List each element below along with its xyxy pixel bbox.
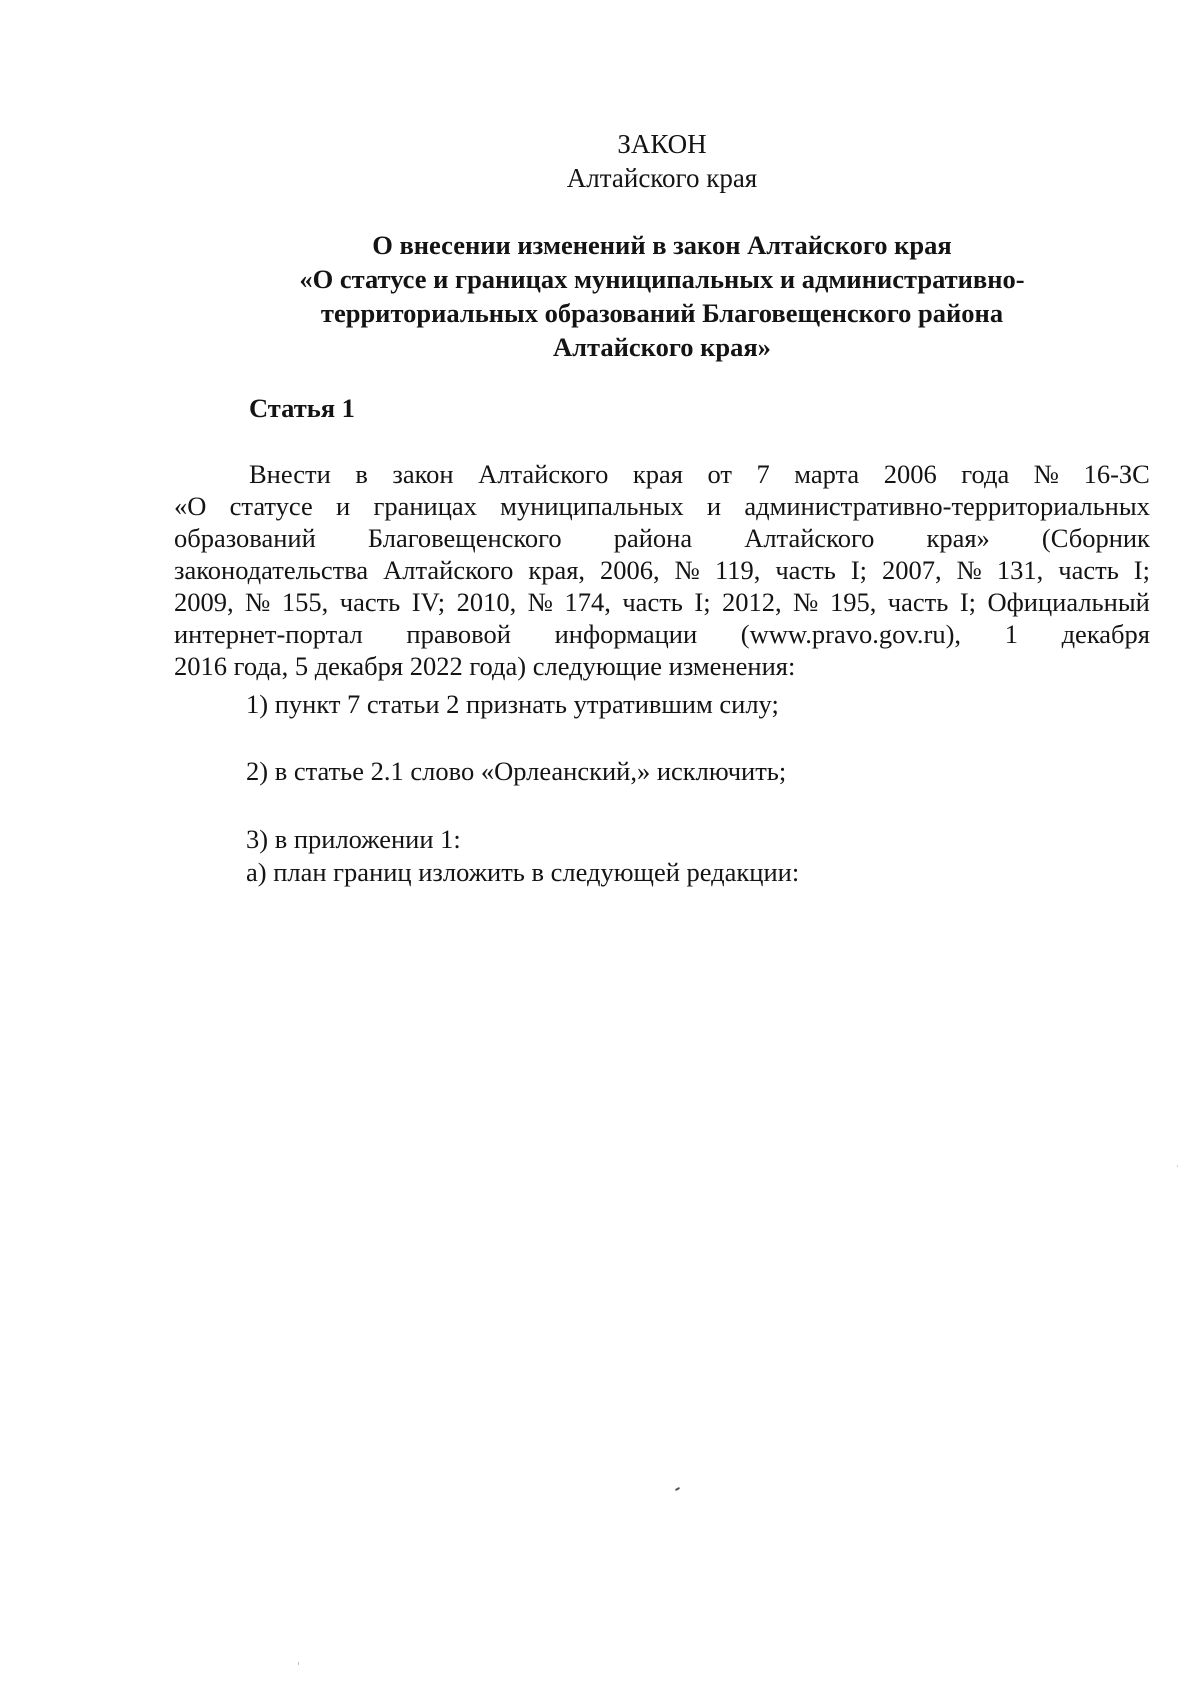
region-label: Алтайского края bbox=[566, 163, 758, 193]
paragraph-line bbox=[174, 586, 1150, 618]
paragraph-word: № bbox=[527, 587, 554, 617]
paragraph-word: 155, bbox=[281, 587, 329, 617]
article-heading: Статья 1 bbox=[249, 393, 355, 423]
amendment-item-3: 3) в приложении 1: bbox=[246, 824, 461, 854]
paragraph-word: 2007, bbox=[882, 555, 942, 585]
paragraph-word: образований bbox=[174, 523, 316, 553]
paragraph-word: 2006, bbox=[600, 555, 660, 585]
paragraph-word: Алтайского bbox=[383, 555, 514, 585]
title-line: территориальных образований Благовещенского района bbox=[320, 298, 1004, 328]
paragraph-word: края bbox=[632, 459, 683, 489]
paragraph-word: 2010, bbox=[456, 587, 517, 617]
paragraph-word: статусе bbox=[229, 491, 313, 521]
paragraph-word: границах bbox=[373, 491, 477, 521]
paragraph-word: и bbox=[706, 491, 722, 521]
paragraph-word: № bbox=[245, 587, 271, 617]
paragraph-word: I; bbox=[694, 587, 711, 617]
paragraph-word: I; bbox=[1133, 555, 1150, 585]
scan-speck bbox=[298, 1662, 299, 1665]
paragraph-word: информации bbox=[554, 619, 698, 649]
paragraph-word: № bbox=[956, 555, 982, 585]
title-line: Алтайского края» bbox=[553, 332, 771, 362]
paragraph-word: 174, bbox=[564, 587, 611, 617]
scan-speck bbox=[675, 1487, 680, 1491]
amendment-item-3a: а) план границ изложить в следующей редакции: bbox=[246, 857, 800, 887]
paragraph-last-line: 2016 года, 5 декабря 2022 года) следующие изменения: bbox=[174, 651, 796, 681]
paragraph-word: края» bbox=[926, 523, 990, 553]
paragraph-word: 195, bbox=[829, 587, 877, 617]
paragraph-word: № bbox=[793, 587, 819, 617]
paragraph-word: края, bbox=[528, 555, 586, 585]
paragraph-word: «О bbox=[174, 491, 207, 521]
paragraph-line bbox=[174, 490, 1150, 522]
paragraph-word: административно-территориальных bbox=[744, 491, 1150, 521]
paragraph-word: 7 bbox=[756, 459, 770, 489]
amendment-item-2: 2) в статье 2.1 слово «Орлеанский,» исключить; bbox=[246, 756, 787, 786]
paragraph-word: муниципальных bbox=[500, 491, 684, 521]
paragraph-word: и bbox=[336, 491, 351, 521]
paragraph-word: 2012, bbox=[722, 587, 782, 617]
paragraph-word: правовой bbox=[406, 619, 511, 649]
scan-speck bbox=[1177, 1165, 1178, 1167]
paragraph-word: Официальный bbox=[987, 587, 1150, 617]
paragraph-word: часть bbox=[622, 587, 683, 617]
title-line: О внесении изменений в закон Алтайского края bbox=[372, 230, 952, 260]
paragraph-word: в bbox=[355, 459, 368, 489]
paragraph-word: IV; bbox=[411, 587, 446, 617]
paragraph-word: 2006 bbox=[883, 459, 937, 489]
paragraph-word: 131, bbox=[996, 555, 1044, 585]
title-line: «О статусе и границах муниципальных и административно- bbox=[299, 264, 1025, 294]
paragraph-word: Внести bbox=[249, 459, 331, 489]
paragraph-word: Благовещенского bbox=[367, 523, 562, 553]
paragraph-line bbox=[174, 522, 1150, 554]
paragraph-word: Алтайского bbox=[744, 523, 875, 553]
law-label: ЗАКОН bbox=[617, 129, 707, 159]
paragraph-word: № bbox=[674, 555, 700, 585]
paragraph-word: часть bbox=[339, 587, 401, 617]
paragraph-line bbox=[174, 458, 1150, 490]
paragraph-word: года bbox=[961, 459, 1010, 489]
paragraph-word: района bbox=[613, 523, 693, 553]
paragraph-line bbox=[174, 554, 1150, 586]
amendment-item-1: 1) пункт 7 статьи 2 признать утратившим силу; bbox=[246, 689, 779, 719]
paragraph-word: 2009, bbox=[174, 587, 234, 617]
paragraph-word: декабря bbox=[1061, 619, 1150, 649]
paragraph-word: 119, bbox=[714, 555, 761, 585]
paragraph-word: интернет-портал bbox=[174, 619, 363, 649]
paragraph-word: (Сборник bbox=[1041, 523, 1150, 553]
paragraph-word: часть bbox=[1058, 555, 1119, 585]
paragraph-word: законодательства bbox=[174, 555, 369, 585]
paragraph-word: от bbox=[707, 459, 732, 489]
paragraph-word: Алтайского bbox=[478, 459, 609, 489]
paragraph-word: 1 bbox=[1004, 619, 1018, 649]
paragraph-word: I; bbox=[959, 587, 976, 617]
article-paragraph bbox=[174, 458, 1150, 682]
paragraph-word: 16-ЗС bbox=[1083, 459, 1150, 489]
paragraph-line bbox=[174, 618, 1150, 650]
paragraph-word: закон bbox=[392, 459, 454, 489]
paragraph-word: (www.pravo.gov.ru), bbox=[740, 619, 962, 649]
paragraph-word: марта bbox=[794, 459, 860, 489]
paragraph-word: часть bbox=[775, 555, 836, 585]
law-title bbox=[174, 228, 1150, 364]
paragraph-word: часть bbox=[887, 587, 949, 617]
paragraph-word: I; bbox=[850, 555, 868, 585]
paragraph-word: № bbox=[1033, 459, 1060, 489]
